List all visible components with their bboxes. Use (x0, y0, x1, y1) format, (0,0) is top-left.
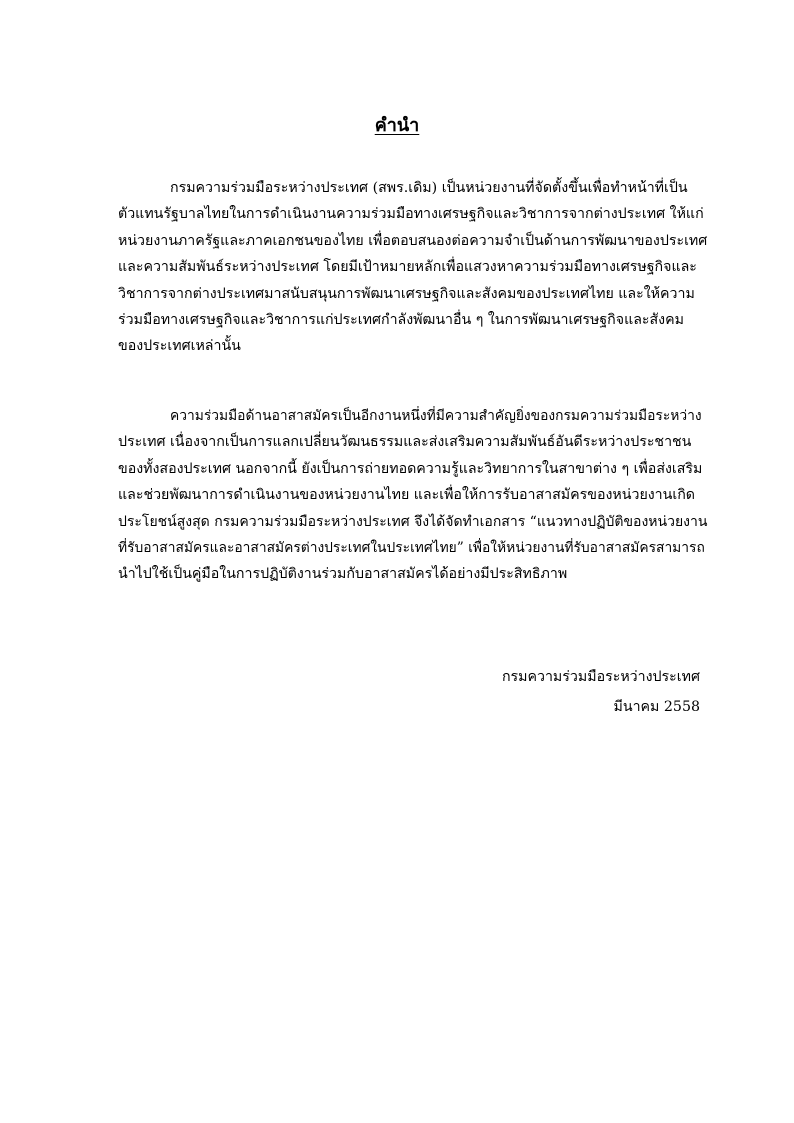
signature-organization: กรมความร่วมมือระหว่างประเทศ (501, 669, 700, 685)
paragraph-line: และความสัมพันธ์ระหว่างประเทศ โดยมีเป้าหมายหลักเพื่อแสวงหาความร่วมมือทางเศรษฐกิจและ (118, 259, 697, 276)
paragraph-line: หน่วยงานภาครัฐและภาคเอกชนของไทย เพื่อตอบสนองต่อความจำเป็นด้านการพัฒนาของประเทศ (118, 232, 708, 249)
paragraph-line: และช่วยพัฒนาการดำเนินงานของหน่วยงานไทย และเพื่อให้การรับอาสาสมัครของหน่วยงานเกิด (118, 487, 695, 504)
paragraph-line: ความร่วมมือด้านอาสาสมัครเป็นอีกงานหนึ่งที่มีความสำคัญยิ่งของกรมความร่วมมือระหว่าง (170, 408, 702, 424)
paragraph-line: ร่วมมือทางเศรษฐกิจและวิชาการแก่ประเทศกำลังพัฒนาอื่น ๆ ในการพัฒนาเศรษฐกิจและสังคม (118, 311, 684, 328)
page-title (0, 113, 794, 139)
paragraph-line: ของทั้งสองประเทศ นอกจากนี้ ยังเป็นการถ่ายทอดความรู้และวิทยาการในสาขาต่าง ๆ เพื่อส่งเสริม (118, 460, 703, 477)
paragraph-line: ที่รับอาสาสมัครและอาสาสมัครต่างประเทศในประเทศไทย” เพื่อให้หน่วยงานที่รับอาสาสมัครสามารถ (118, 539, 705, 556)
paragraph-line: กรมความร่วมมือระหว่างประเทศ (สพร.เดิม) เป็นหน่วยงานที่จัดตั้งขึ้นเพื่อทำหน้าที่เป็น (170, 180, 688, 196)
paragraph-line: นำไปใช้เป็นคู่มือในการปฏิบัติงานร่วมกับอาสาสมัครได้อย่างมีประสิทธิภาพ (118, 566, 568, 583)
paragraph-line: ตัวแทนรัฐบาลไทยในการดำเนินงานความร่วมมือทางเศรษฐกิจและวิชาการจากต่างประเทศ ให้แก่ (118, 206, 704, 223)
signature-date: มีนาคม 2558 (613, 699, 700, 715)
paragraph-line: วิชาการจากต่างประเทศมาสนับสนุนการพัฒนาเศรษฐกิจและสังคมของประเทศไทย และให้ความ (118, 285, 695, 302)
paragraph-2 (118, 403, 708, 588)
paragraph-line: ประโยชน์สูงสุด กรมความร่วมมือระหว่างประเทศ จึงได้จัดทำเอกสาร “แนวทางปฏิบัติของหน่วยงาน (118, 513, 708, 530)
page-title-text: คำนำ (374, 115, 420, 136)
paragraph-line: ของประเทศเหล่านั้น (118, 338, 241, 355)
paragraph-line: ประเทศ เนื่องจากเป็นการแลกเปลี่ยนวัฒนธรรมและส่งเสริมความสัมพันธ์อันดีระหว่างประชาชน (118, 434, 692, 451)
paragraph-1 (118, 175, 708, 360)
